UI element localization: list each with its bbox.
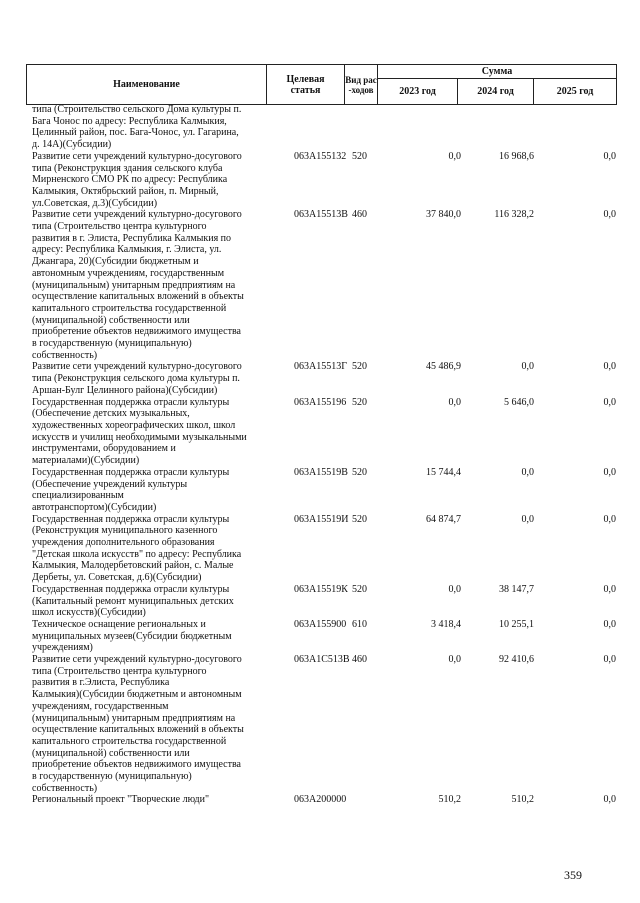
- header-year-2023: 2023 год: [378, 79, 458, 105]
- table-row: [26, 397, 616, 467]
- table-header: [26, 64, 617, 105]
- row-name: Государственная поддержка отрасли культуры (Реконструкция муниципального казенного учреждения дополнительного образования "Детская школа искусств" по адресу: Республика Калмыкия, Малодербетовский район, с. Малые Дербеты, ул. Советская, д.6)(Субсидии): [32, 513, 242, 584]
- row-2025: [534, 104, 616, 151]
- row-2025: 0,0: [603, 794, 616, 806]
- row-code: 063A1С513В: [294, 654, 350, 666]
- row-vid: 520: [352, 583, 367, 595]
- row-vid: 520: [352, 150, 367, 162]
- header-year-2024: 2024 год: [458, 79, 534, 105]
- row-2025: 0,0: [603, 654, 616, 666]
- row-2025: 0,0: [603, 583, 616, 595]
- row-name: Государственная поддержка отрасли культуры (Обеспечение учреждений культуры специализированным автотранспортом)(Субсидии): [32, 466, 230, 513]
- row-name: Развитие сети учреждений культурно-досугового типа (Строительство центра культурного развития в г. Элиста, Республика Калмыкия по адресу: Республика Калмыкия, г. Элиста, ул. Джангара, 20)(Субсидии бюджетным и автономным учреждениям, государственным (муниципальным) унитарным предприятиям на осуществление капитальных вложений в объекты капитального строительства государственной (муниципальной) собственности или приобретение объектов недвижимого имущества в государственную (муниципальную) собственность): [32, 209, 244, 361]
- row-2023: 0,0: [448, 654, 461, 666]
- header-name: Наименование: [27, 65, 267, 105]
- row-code: 063A155196: [294, 396, 347, 408]
- row-2025: 0,0: [603, 396, 616, 408]
- row-2023: 0,0: [448, 583, 461, 595]
- row-code: 063A15513Г: [294, 361, 348, 373]
- row-2025: 0,0: [603, 209, 616, 221]
- row-code: 063A15519К: [294, 583, 348, 595]
- row-2023: 510,2: [438, 794, 461, 806]
- table-row: [26, 654, 616, 794]
- row-vid: 460: [352, 209, 367, 221]
- row-name: Государственная поддержка отрасли культуры (Капитальный ремонт муниципальных детских школ искусств)(Субсидии): [32, 583, 234, 619]
- row-name: типа (Строительство сельского Дома культуры п. Бага Чонос по адресу: Республика Калмыкия, Целинный район, пос. Бага-Чонос, ул. Гагарина, д. 14А)(Субсидии): [32, 104, 242, 151]
- row-vid: 460: [352, 654, 367, 666]
- header-vid: Вид рас-ходов: [345, 65, 378, 105]
- row-2024: [461, 104, 534, 151]
- row-2023: [381, 104, 461, 151]
- row-2024: 0,0: [521, 361, 534, 373]
- row-2024: 38 147,7: [499, 583, 534, 595]
- row-2024: 116 328,2: [494, 209, 534, 221]
- row-2024: 5 646,0: [504, 396, 534, 408]
- row-2024: 16 968,6: [499, 150, 534, 162]
- table-row: [26, 514, 616, 584]
- row-2025: 0,0: [603, 466, 616, 478]
- row-code: 063A15519В: [294, 466, 348, 478]
- row-2024: 510,2: [511, 794, 534, 806]
- table-row: [26, 467, 616, 514]
- row-2025: 0,0: [603, 361, 616, 373]
- table-row: [26, 794, 616, 806]
- row-vid: 610: [352, 618, 367, 630]
- row-code: 063A155900: [294, 618, 347, 630]
- row-vid: 520: [352, 513, 367, 525]
- row-2025: 0,0: [603, 150, 616, 162]
- row-name: Развитие сети учреждений культурно-досугового типа (Реконструкция здания сельского клуба Мирненского СМО РК по адресу: Республика Калмыкия, Октябрьский район, п. Мирный, ул.Советская, д.3)(Субсидии): [32, 150, 242, 209]
- row-2023: 0,0: [448, 150, 461, 162]
- row-2024: 10 255,1: [499, 618, 534, 630]
- row-2025: 0,0: [603, 513, 616, 525]
- row-vid: 520: [352, 396, 367, 408]
- row-code: 063A200000: [294, 794, 347, 806]
- row-name: Развитие сети учреждений культурно-досугового типа (Строительство центра культурного развития в г.Элиста, Республика Калмыкия)(Субсидии бюджетным и автономным учреждениям, государственным (муниципальным) унитарным предприятиям на осуществление капитальных вложений в объекты капитального строительства государственной (муниципальной) собственности или приобретение объектов недвижимого имущества в государственную (муниципальную) собственность): [32, 654, 244, 794]
- row-2024: 0,0: [521, 513, 534, 525]
- table-row: [26, 361, 616, 396]
- row-2025: 0,0: [603, 618, 616, 630]
- row-name: Техническое оснащение региональных и муниципальных музеев(Субсидии бюджетным учреждениям): [32, 618, 232, 654]
- header-sum: Сумма: [378, 65, 617, 79]
- row-vid: [346, 104, 381, 151]
- row-2023: 37 840,0: [426, 209, 461, 221]
- page-number: 359: [564, 868, 582, 882]
- row-code: 063A155132: [294, 150, 347, 162]
- table-row: [26, 584, 616, 619]
- row-code: [266, 104, 346, 151]
- table-row: [26, 151, 616, 210]
- table-row: [26, 619, 616, 654]
- row-2023: 64 874,7: [426, 513, 461, 525]
- header-year-2025: 2025 год: [534, 79, 617, 105]
- row-2023: 15 744,4: [426, 466, 461, 478]
- row-vid: 520: [352, 361, 367, 373]
- row-2023: 3 418,4: [431, 618, 461, 630]
- header-code: Целевая статья: [267, 65, 345, 105]
- row-2024: 92 410,6: [499, 654, 534, 666]
- row-vid: 520: [352, 466, 367, 478]
- row-name: Региональный проект "Творческие люди": [32, 794, 210, 806]
- row-2023: 0,0: [448, 396, 461, 408]
- table-body: [26, 104, 616, 806]
- table-row: [26, 104, 616, 151]
- row-name: Государственная поддержка отрасли культуры (Обеспечение детских музыкальных, художественных хореографических школ, школ искусств и училищ необходимыми музыкальными инструментами, оборудованием и материалами)(Субсидии): [32, 396, 247, 467]
- row-2024: 0,0: [521, 466, 534, 478]
- table-row: [26, 209, 616, 361]
- row-name: Развитие сети учреждений культурно-досугового типа (Реконструкция сельского дома культуры п. Аршан-Булг Целинного района)(Субсидии): [32, 361, 242, 396]
- row-vid: [346, 794, 381, 806]
- row-code: 063A15513В: [294, 209, 348, 221]
- row-code: 063A15519И: [294, 513, 349, 525]
- row-2023: 45 486,9: [426, 361, 461, 373]
